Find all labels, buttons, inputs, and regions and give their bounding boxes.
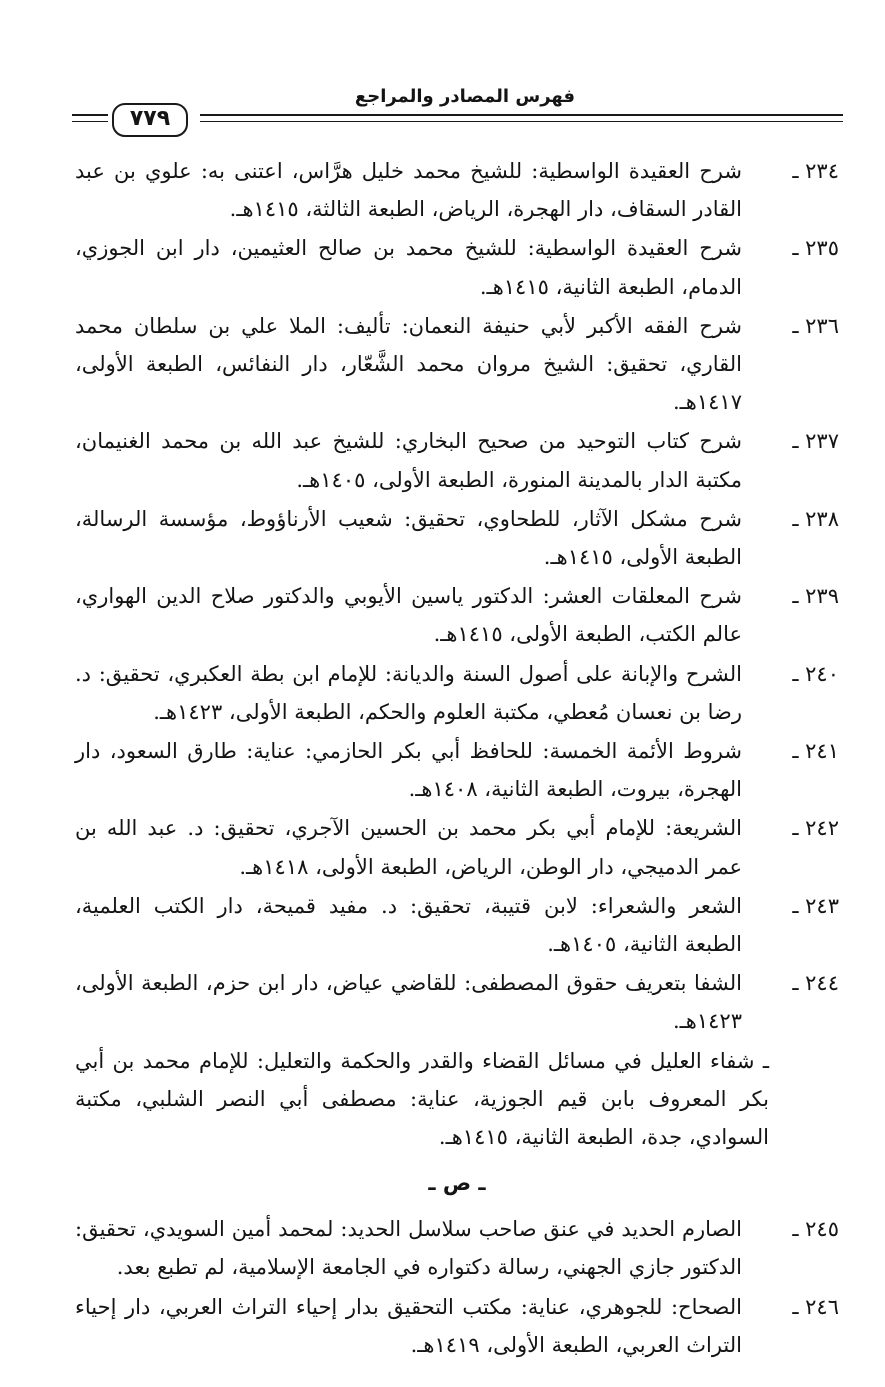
bibliography-entry: [75, 1210, 839, 1286]
entry-number: ٢٣٦ ـ: [792, 313, 839, 338]
bibliography-entry: [75, 152, 839, 228]
entry-text: شرح الفقه الأكبر لأبي حنيفة النعمان: تأليف: الملا علي بن سلطان محمد القاري، تحقيق: الشيخ مروان محمد الشَّعّار، دار النفائس، الطبعة الأولى، ١٤١٧هـ.: [75, 313, 742, 415]
bibliography-entry: [75, 655, 839, 731]
bibliography-list: [75, 152, 839, 1365]
entry-text: الشفا بتعريف حقوق المصطفى: للقاضي عياض، دار ابن حزم، الطبعة الأولى، ١٤٢٣هـ.: [75, 971, 742, 1034]
entry-number: ٢٣٧ ـ: [792, 429, 839, 454]
bibliography-sub-entry: [75, 1042, 839, 1157]
bibliography-entry: [75, 1288, 839, 1364]
entry-number: ٢٤٠ ـ: [792, 661, 839, 686]
bibliography-entry: [75, 809, 839, 885]
bibliography-entry: [75, 500, 839, 576]
entry-text: شرح العقيدة الواسطية: للشيخ محمد خليل هرَّاس، اعتنى به: علوي بن عبد القادر السقاف، دار الهجرة، الرياض، الطبعة الثالثة، ١٤١٥هـ.: [75, 159, 742, 222]
entry-text: ـ شفاء العليل في مسائل القضاء والقدر والحكمة والتعليل: للإمام محمد بن أبي بكر المعروف بابن قيم الجوزية، عناية: مصطفى أبي النصر الشلبي، مكتبة السوادي، جدة، الطبعة الثانية، ١٤١٥هـ.: [75, 1048, 769, 1150]
entry-number: ٢٣٤ ـ: [792, 159, 839, 183]
header-rule-left-bottom: [72, 121, 108, 122]
entry-number: ٢٤٣ ـ: [792, 893, 839, 918]
entry-number: ٢٤٤ ـ: [792, 971, 839, 996]
entry-number: ٢٣٨ ـ: [792, 506, 839, 531]
bibliography-entry: [75, 229, 839, 305]
entry-text: شرح المعلقات العشر: الدكتور ياسين الأيوبي والدكتور صلاح الدين الهواري، عالم الكتب، الطبعة الأولى، ١٤١٥هـ.: [75, 584, 742, 647]
entry-text: الشريعة: للإمام أبي بكر محمد بن الحسين الآجري، تحقيق: د. عبد الله بن عمر الدميجي، دار الوطن، الرياض، الطبعة الأولى، ١٤١٨هـ.: [75, 816, 742, 879]
entry-number: ٢٤٦ ـ: [792, 1294, 839, 1319]
bibliography-entry: [75, 577, 839, 653]
entry-text: شرح مشكل الآثار، للطحاوي، تحقيق: شعيب الأرناؤوط، مؤسسة الرسالة، الطبعة الأولى، ١٤١٥هـ.: [75, 506, 742, 570]
entry-text: شرح كتاب التوحيد من صحيح البخاري: للشيخ عبد الله بن محمد الغنيمان، مكتبة الدار بالمدينة المنورة، الطبعة الأولى، ١٤٠٥هـ.: [75, 429, 742, 492]
header-rule-right-top: [200, 114, 843, 116]
entry-text: شرح العقيدة الواسطية: للشيخ محمد بن صالح العثيمين، دار ابن الجوزي، الدمام، الطبعة الثانية، ١٤١٥هـ.: [75, 236, 742, 299]
entry-text: الصحاح: للجوهري، عناية: مكتب التحقيق بدار إحياء التراث العربي، دار إحياء التراث العربي، الطبعة الأولى، ١٤١٩هـ.: [75, 1294, 742, 1357]
header-rule-right-bottom: [200, 121, 843, 122]
entry-number: ٢٤٥ ـ: [792, 1217, 839, 1242]
bibliography-entry: [75, 307, 839, 422]
entry-number: ٢٣٩ ـ: [792, 584, 839, 609]
header-rule-left-top: [72, 114, 108, 116]
entry-text: الشرح والإبانة على أصول السنة والديانة: للإمام ابن بطة العكبري، تحقيق: د. رضا بن نعسان مُعطي، مكتبة العلوم والحكم، الطبعة الأولى، ١٤٢٣هـ.: [75, 661, 742, 724]
running-title: فهرس المصادر والمراجع: [354, 86, 576, 107]
entry-text: الشعر والشعراء: لابن قتيبة، تحقيق: د. مفيد قميحة، دار الكتب العلمية، الطبعة الثانية، ١٤٠٥هـ.: [75, 893, 742, 957]
section-heading: ـ ص ـ: [428, 1171, 486, 1196]
bibliography-entry: [75, 964, 839, 1040]
bibliography-entry: [75, 422, 839, 498]
entry-text: الصارم الحديد في عنق صاحب سلاسل الحديد: لمحمد أمين السويدي، تحقيق: الدكتور جازي الجهني، رسالة دكتواره في الجامعة الإسلامية، لم تطبع بعد.: [75, 1217, 742, 1280]
entry-text: شروط الأئمة الخمسة: للحافظ أبي بكر الحازمي: عناية: طارق السعود، دار الهجرة، بيروت، الطبعة الثانية، ١٤٠٨هـ.: [75, 739, 742, 802]
bibliography-entry: [75, 732, 839, 808]
entry-number: ٢٤١ ـ: [792, 739, 839, 764]
page-number: ٧٧٩: [112, 103, 188, 137]
bibliography-entry: [75, 887, 839, 963]
entry-number: ٢٣٥ ـ: [792, 236, 839, 261]
entry-number: ٢٤٢ ـ: [792, 816, 839, 841]
